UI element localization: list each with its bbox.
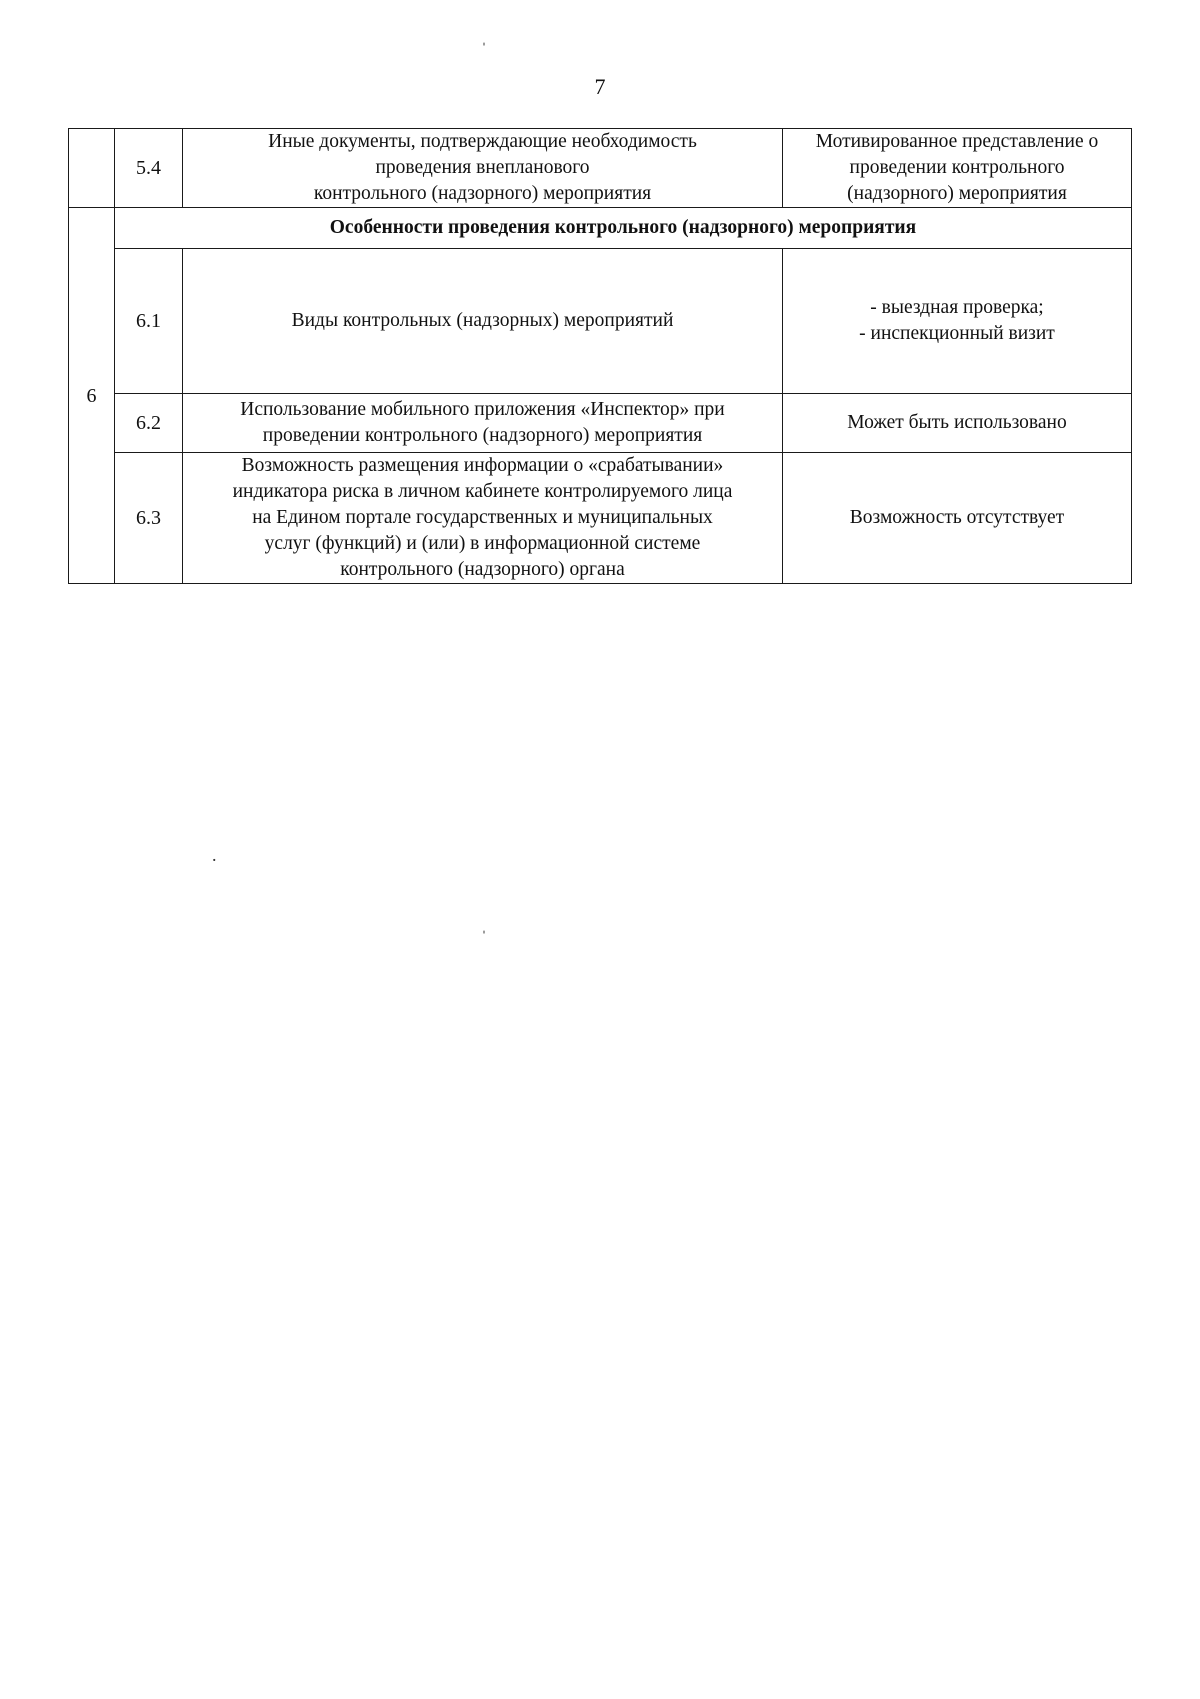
table-row [69,249,1132,394]
section-number-cell [69,129,115,208]
item-number: 6.3 [115,453,183,584]
section-header-row [69,208,1132,249]
item-value: - выездная проверка; - инспекционный визит [783,249,1132,394]
item-name: Иные документы, подтверждающие необходимость проведения внепланового контрольного (надзорного) мероприятия [183,129,783,208]
table-row [69,453,1132,584]
item-value: Может быть использовано [783,394,1132,453]
page-number: 7 [594,74,606,99]
table-row [69,129,1132,208]
item-number: 6.1 [115,249,183,394]
section-number: 6 [69,208,115,584]
item-value: Мотивированное представление о проведении контрольного (надзорного) мероприятия [783,129,1132,208]
requirements-table [68,128,1132,584]
table-row [69,394,1132,453]
item-name: Использование мобильного приложения «Инспектор» при проведении контрольного (надзорного) мероприятия [183,394,783,453]
item-name: Виды контрольных (надзорных) мероприятий [183,249,783,394]
scan-speck: ˈ [481,927,487,947]
item-number: 6.2 [115,394,183,453]
item-name: Возможность размещения информации о «срабатывании» индикатора риска в личном кабинете контролируемого лица на Едином портале государственных и муниципальных услуг (функций) и (или) в информационной системе контрольного (надзорного) органа [183,453,783,584]
item-value: Возможность отсутствует [783,453,1132,584]
scan-speck: . [212,845,217,865]
section-title: Особенности проведения контрольного (надзорного) мероприятия [115,208,1132,249]
scan-speck: ˈ [481,39,487,59]
item-number: 5.4 [115,129,183,208]
